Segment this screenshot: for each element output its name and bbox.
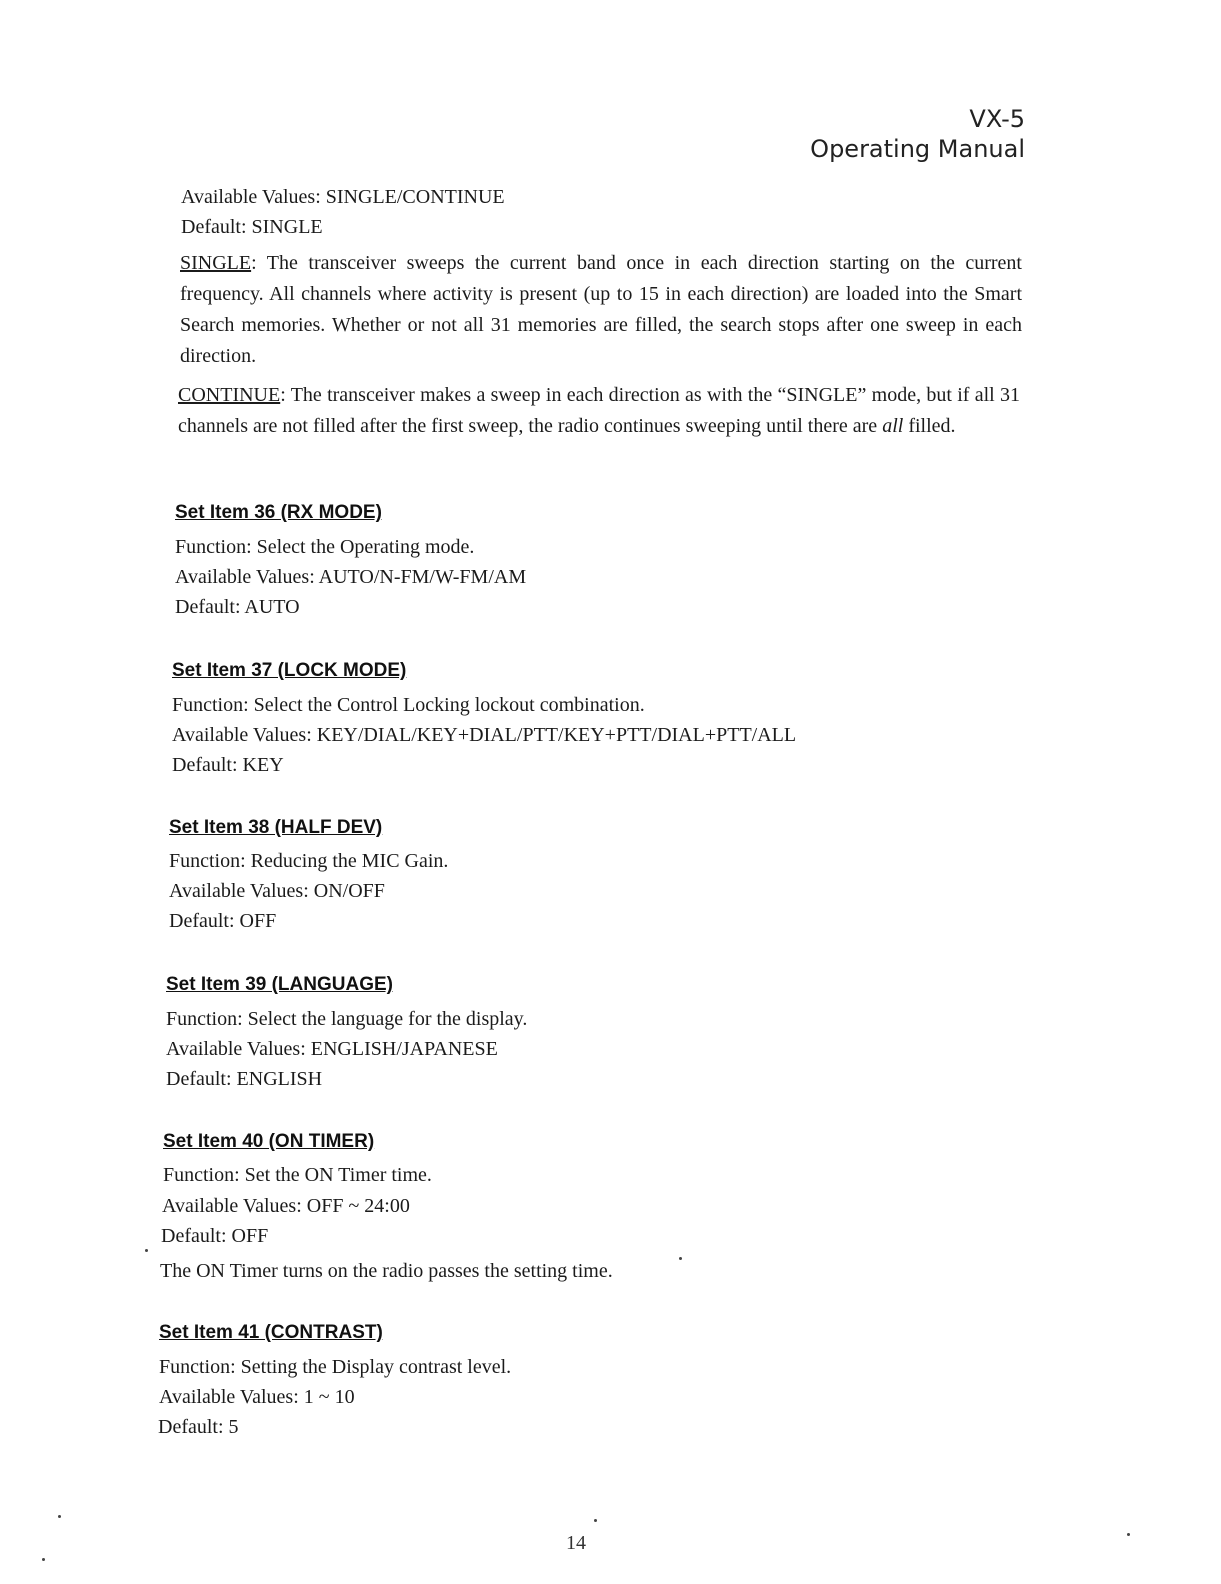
set-item-41-default: Default: 5: [158, 1416, 239, 1438]
header-model: VX-5: [969, 105, 1025, 133]
page-header: [810, 104, 1025, 164]
single-term: SINGLE: [180, 252, 252, 274]
set-item-38-default: Default: OFF: [169, 910, 277, 932]
set-item-41-heading: Set Item 41 (CONTRAST): [159, 1322, 383, 1343]
set-item-37-function: Function: Select the Control Locking lockout combination.: [172, 694, 645, 716]
page-number: 14: [566, 1532, 586, 1554]
header-title: Operating Manual: [810, 135, 1025, 163]
scan-speck: [594, 1519, 597, 1522]
set-item-40-values: Available Values: OFF ~ 24:00: [162, 1195, 410, 1217]
set-item-38-values: Available Values: ON/OFF: [169, 880, 385, 902]
intro-available-values: Available Values: SINGLE/CONTINUE: [181, 186, 505, 208]
continue-description: [178, 380, 1020, 442]
set-item-37-values: Available Values: KEY/DIAL/KEY+DIAL/PTT/KEY+PTT/DIAL+PTT/ALL: [172, 724, 797, 746]
set-item-40-note: The ON Timer turns on the radio passes the setting time.: [160, 1260, 613, 1282]
set-item-41-values: Available Values: 1 ~ 10: [159, 1386, 355, 1408]
set-item-37-heading: Set Item 37 (LOCK MODE): [172, 660, 407, 681]
continue-text-end: filled.: [903, 415, 956, 437]
set-item-37-default: Default: KEY: [172, 754, 284, 776]
scan-speck: [679, 1257, 682, 1260]
set-item-39-heading: Set Item 39 (LANGUAGE): [166, 974, 393, 995]
single-description: [180, 248, 1022, 372]
set-item-40-heading: Set Item 40 (ON TIMER): [163, 1131, 375, 1152]
set-item-38-heading: Set Item 38 (HALF DEV): [169, 817, 383, 838]
set-item-39-values: Available Values: ENGLISH/JAPANESE: [166, 1038, 498, 1060]
single-text: : The transceiver sweeps the current band once in each direction starting on the current frequency. All channels where activity is present (up to 15 in each direction) are loaded into the Smart Search memories. Whether or not all 31 memories are filled, the search stops after one sweep in each direction.: [180, 252, 1022, 367]
continue-term: CONTINUE: [178, 384, 281, 406]
scan-speck: [1127, 1533, 1130, 1536]
set-item-41-function: Function: Setting the Display contrast level.: [159, 1356, 512, 1378]
intro-default: Default: SINGLE: [181, 216, 323, 238]
set-item-36-function: Function: Select the Operating mode.: [175, 536, 475, 558]
scan-speck: [42, 1558, 45, 1561]
set-item-36-default: Default: AUTO: [175, 596, 300, 618]
set-item-39-function: Function: Select the language for the display.: [166, 1008, 528, 1030]
scan-speck: [145, 1249, 148, 1252]
scan-speck: [58, 1515, 61, 1518]
set-item-36-values: Available Values: AUTO/N-FM/W-FM/AM: [175, 566, 527, 588]
set-item-40-default: Default: OFF: [161, 1225, 269, 1247]
set-item-39-default: Default: ENGLISH: [166, 1068, 323, 1090]
set-item-38-function: Function: Reducing the MIC Gain.: [169, 850, 449, 872]
set-item-40-function: Function: Set the ON Timer time.: [163, 1164, 432, 1186]
set-item-36-heading: Set Item 36 (RX MODE): [175, 502, 382, 523]
continue-all: all: [882, 415, 904, 437]
continue-text: : The transceiver makes a sweep in each direction as with the “SINGLE” mode, but if all 31 channels are not filled after the first sweep, the radio continues sweeping until there are: [178, 384, 1020, 437]
